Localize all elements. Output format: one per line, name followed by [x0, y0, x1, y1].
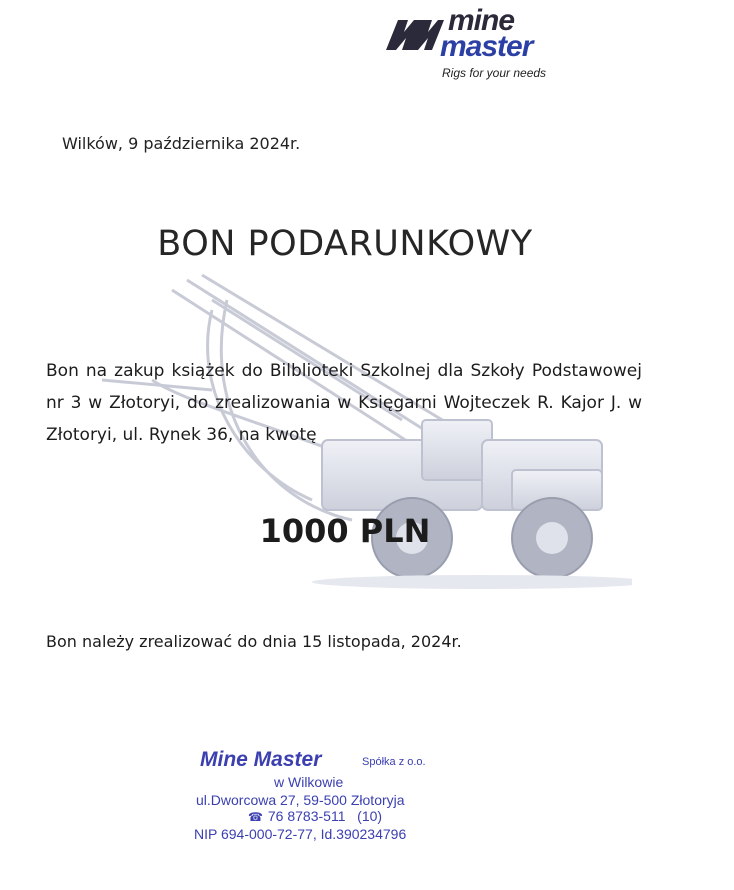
logo-word-mine: mine	[448, 4, 515, 37]
stamp-address: ul.Dworcowa 27, 59-500 Złotoryja	[196, 792, 405, 808]
stamp-phone-row	[248, 808, 382, 824]
stamp-nip: NIP 694-000-72-77, Id.390234796	[194, 826, 407, 842]
stamp-company-name: Mine Master	[200, 748, 322, 771]
date-line: Wilków, 9 października 2024r.	[62, 134, 301, 153]
logo-mark-icon	[384, 14, 444, 54]
voucher-description: Bon na zakup książek do Bilblioteki Szkolnej dla Szkoły Podstawowej nr 3 w Złotoryi, do zrealizowania w Księgarni Wojteczek R. Kajor J. w Złotoryi, ul. Rynek 36, na kwotę	[46, 361, 642, 445]
telephone-icon: ☎	[248, 810, 263, 824]
voucher-amount: 1000 PLN	[259, 512, 431, 550]
stamp-location: w Wilkowie	[274, 774, 344, 790]
logo-tagline: Rigs for your needs	[442, 66, 547, 80]
mine-master-logo	[384, 6, 584, 82]
stamp-phone-ext: (10)	[357, 808, 383, 824]
stamp-phone: 76 8783-511	[267, 808, 346, 824]
voucher-title: BON PODARUNKOWY	[157, 224, 533, 264]
logo-word-master: master	[440, 30, 533, 63]
deadline-line: Bon należy zrealizować do dnia 15 listopada, 2024r.	[46, 632, 462, 651]
stamp-company-suffix: Spółka z o.o.	[362, 756, 426, 768]
company-stamp	[190, 748, 490, 858]
